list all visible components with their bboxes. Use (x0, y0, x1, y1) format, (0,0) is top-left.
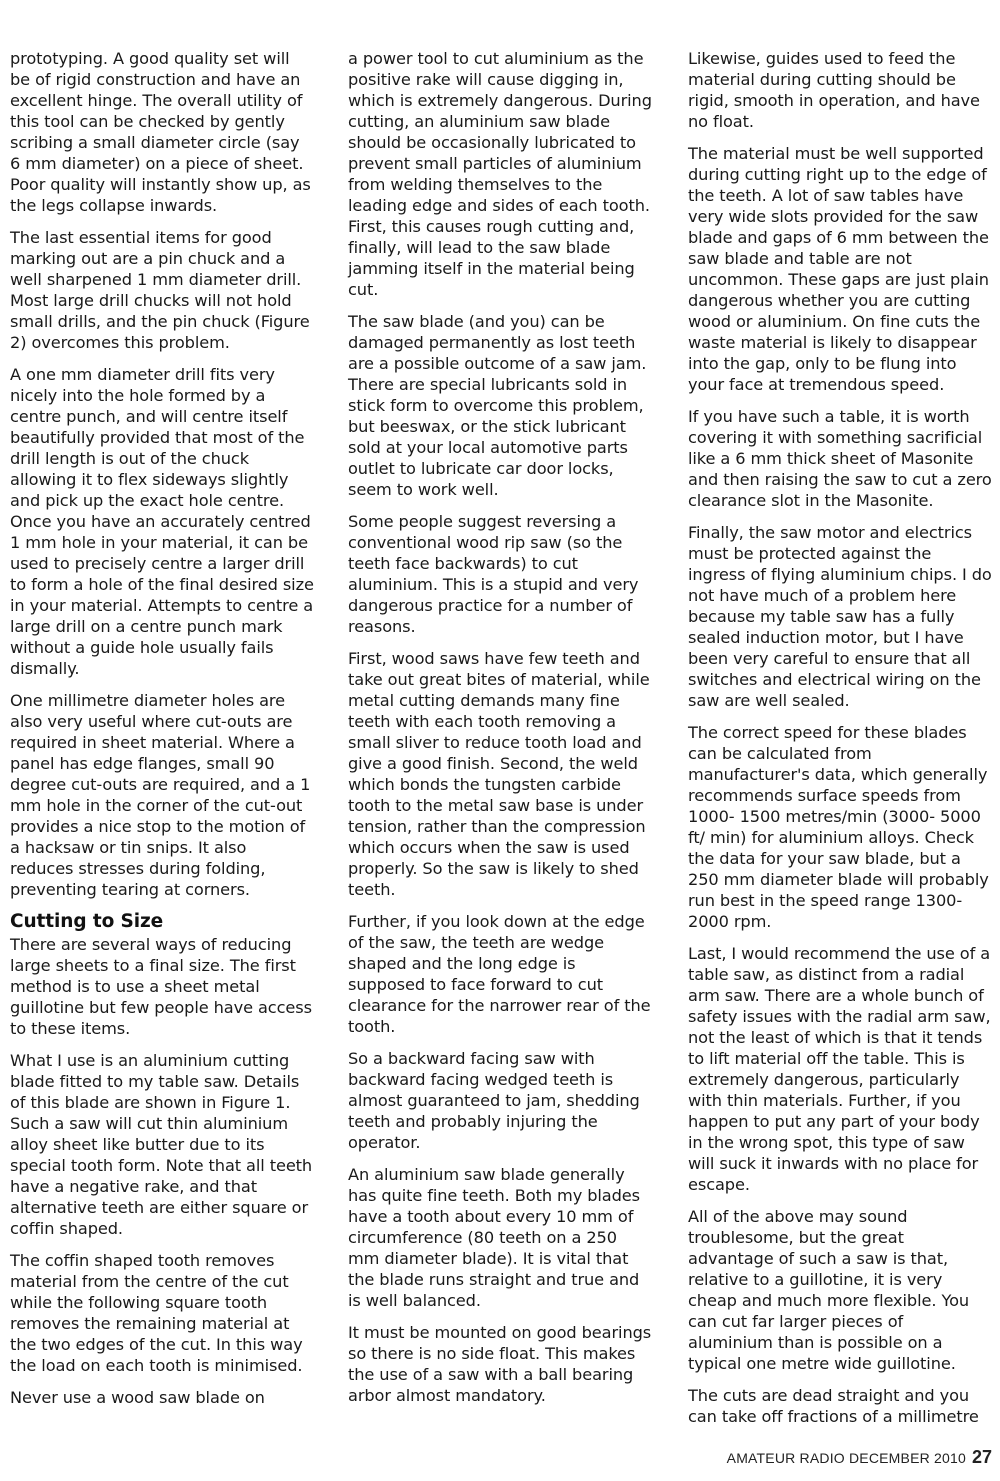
paragraph: Further, if you look down at the edge of the saw, the teeth are wedge shaped and the long edge is supposed to face forward to cut clearance for the narrower rear of the tooth. (348, 912, 651, 1036)
paragraph: What I use is an aluminium cutting blade fitted to my table saw. Details of this blade are shown in Figure 1. Such a saw will cut thin aluminium alloy sheet like butter due to its special tooth form. Note that all teeth have a negative rake, and that alternative teeth are either square or coffin shaped. (10, 1051, 313, 1238)
paragraph: Some people suggest reversing a conventional wood rip saw (so the teeth face backwards) to cut aluminium. This is a stupid and very dangerous practice for a number of reasons. (348, 512, 639, 636)
paragraph: The last essential items for good marking out are a pin chuck and a well sharpened 1 mm diameter drill. Most large drill chucks will not hold small drills, and the pin chuck (Figure 2) overcomes this problem. (10, 228, 310, 352)
paragraph: A one mm diameter drill fits very nicely into the hole formed by a centre punch, and will centre itself beautifully provided that most of the drill length is out of the chuck allowing it to flex sideways slightly and pick up the exact hole centre. Once you have an accurately centred 1 mm hole in your material, it can be used to precisely centre a larger drill to form a hole of the final desired size in your material. Attempts to centre a large drill on a centre punch mark without a guide hole usually fails dismally. (10, 365, 314, 678)
column-3 (688, 48, 992, 1438)
paragraph: All of the above may sound troublesome, but the great advantage of such a saw is that, relative to a guillotine, it is very cheap and much more flexible. You can cut far larger pieces of aluminium than is possible on a typical one metre wide guillotine. (688, 1207, 970, 1373)
paragraph: Finally, the saw motor and electrics must be protected against the ingress of flying aluminium chips. I do not have much of a problem here because my table saw has a fully sealed induction motor, but I have been very careful to ensure that all switches and electrical wiring on the saw are well sealed. (688, 523, 992, 710)
paragraph: So a backward facing saw with backward facing wedged teeth is almost guaranteed to jam, shedding teeth and probably injuring the operator. (348, 1049, 640, 1152)
publication-name: AMATEUR RADIO DECEMBER 2010 (726, 1450, 966, 1466)
paragraph: One millimetre diameter holes are also very useful where cut-outs are required in sheet material. Where a panel has edge flanges, small 90 degree cut-outs are required, and a 1 mm hole in the corner of the cut-out provides a nice stop to the motion of a hacksaw or tin snips. It also reduces stresses during folding, preventing tearing at corners. (10, 691, 311, 899)
paragraph: The coffin shaped tooth removes material from the centre of the cut while the following square tooth removes the remaining material at the two edges of the cut. In this way the load on each tooth is minimised. (10, 1251, 303, 1375)
paragraph: Likewise, guides used to feed the material during cutting should be rigid, smooth in operation, and have no float. (688, 49, 980, 131)
column-2 (348, 48, 653, 1417)
section-heading: Cutting to Size (10, 911, 164, 932)
page-number: 27 (971, 1447, 992, 1467)
paragraph: An aluminium saw blade generally has quite fine teeth. Both my blades have a tooth about every 10 mm of circumference (80 teeth on a 250 mm diameter blade). It is vital that the blade runs straight and true and is well balanced. (348, 1165, 640, 1310)
paragraph: prototyping. A good quality set will be of rigid construction and have an excellent hinge. The overall utility of this tool can be checked by gently scribing a small diameter circle (say 6 mm diameter) on a piece of sheet. Poor quality will instantly show up, as the legs collapse inwards. (10, 49, 311, 215)
paragraph: Last, I would recommend the use of a table saw, as distinct from a radial arm saw. There are a whole bunch of safety issues with the radial arm saw, not the least of which is that it tends to lift material off the table. This is extremely dangerous, particularly with thin materials. Further, if you happen to put any part of your body in the wrong spot, this type of saw will suck it inwards with no place for escape. (688, 944, 991, 1194)
paragraph: There are several ways of reducing large sheets to a final size. The first method is to use a sheet metal guillotine but few people have access to these items. (10, 935, 312, 1038)
paragraph: The material must be well supported during cutting right up to the edge of the teeth. A lot of saw tables have very wide slots provided for the saw blade and gaps of 6 mm between the saw blade and table are not uncommon. These gaps are just plain dangerous whether you are cutting wood or aluminium. On fine cuts the waste material is likely to disappear into the gap, only to be flung into your face at tremendous speed. (688, 144, 989, 394)
paragraph: First, wood saws have few teeth and take out great bites of material, while metal cutting demands many fine teeth with each tooth removing a small sliver to reduce tooth load and give a good finish. Second, the weld which bonds the tungsten carbide tooth to the metal saw base is under tension, rather than the compression which occurs when the saw is used properly. So the saw is likely to shed teeth. (348, 649, 650, 899)
paragraph: It must be mounted on good bearings so there is no side float. This makes the use of a saw with a ball bearing arbor almost mandatory. (348, 1323, 652, 1405)
paragraph: The correct speed for these blades can be calculated from manufacturer's data, which generally recommends surface speeds from 1000- 1500 metres/min (3000- 5000 ft/ min) for aluminium alloys. Check the data for your saw blade, but a 250 mm diameter blade will probably run best in the speed range 1300- 2000 rpm. (688, 723, 989, 931)
page-footer (700, 1447, 992, 1468)
paragraph: a power tool to cut aluminium as the positive rake will cause digging in, which is extremely dangerous. During cutting, an aluminium saw blade should be occasionally lubricated to prevent small particles of aluminium from welding themselves to the leading edge and sides of each tooth. First, this causes rough cutting and, finally, will lead to the saw blade jamming itself in the material being cut. (348, 49, 652, 299)
paragraph: Never use a wood saw blade on (10, 1388, 265, 1407)
paragraph: If you have such a table, it is worth covering it with something sacrificial like a 6 mm thick sheet of Masonite and then raising the saw to cut a zero clearance slot in the Masonite. (688, 407, 992, 510)
paragraph: The cuts are dead straight and you can take off fractions of a millimetre (688, 1386, 979, 1426)
column-1 (10, 48, 314, 1419)
paragraph: The saw blade (and you) can be damaged permanently as lost teeth are a possible outcome of a saw jam. There are special lubricants sold in stick form to overcome this problem, but beeswax, or the stick lubricant sold at your local automotive parts outlet to lubricate car door locks, seem to work well. (348, 312, 647, 499)
